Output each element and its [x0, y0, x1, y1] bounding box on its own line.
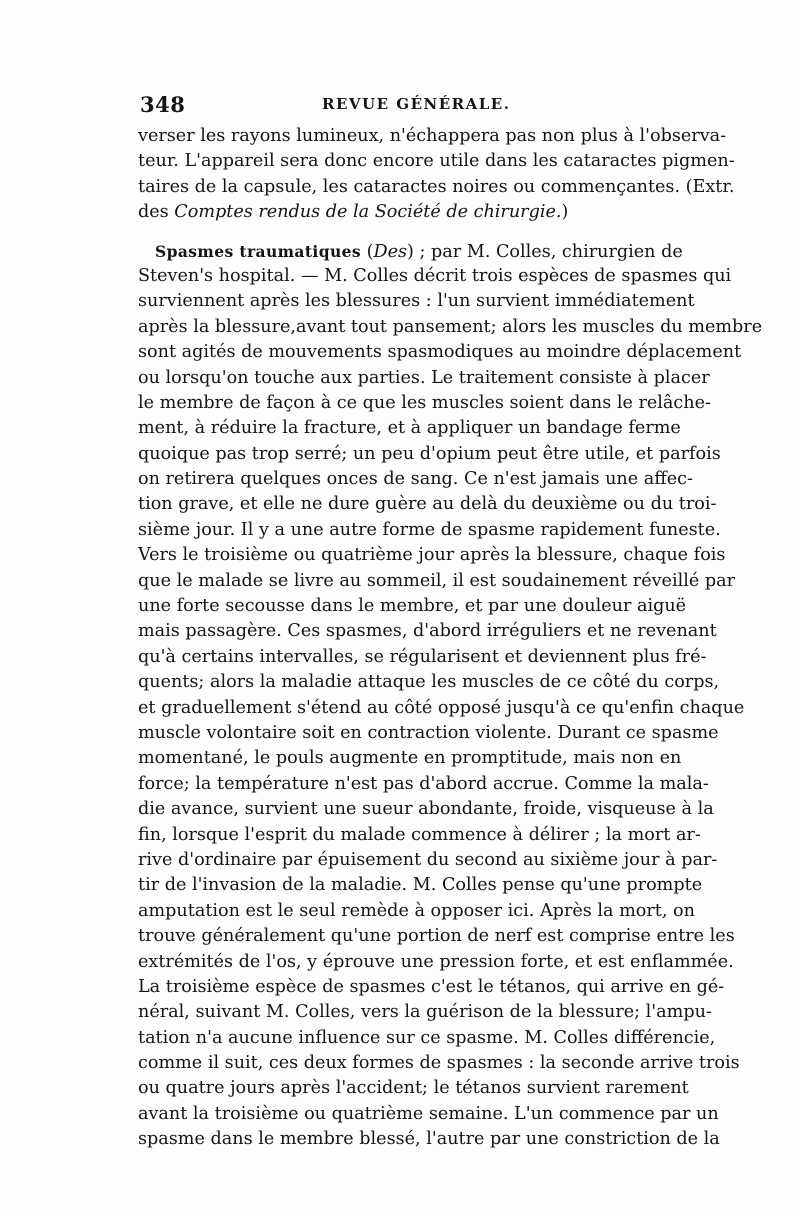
source-suffix: ): [561, 202, 569, 223]
text-line: force; la température n'est pas d'abord accrue. Comme la mala-: [138, 773, 709, 794]
text-line: ment, à réduire la fracture, et à appliquer un bandage ferme: [138, 418, 681, 439]
text-line: [138, 200, 664, 225]
text-line: sont agités de mouvements spasmodiques au moindre déplacement: [138, 342, 742, 363]
text-line: surviennent après les blessures : l'un survient immédiatement: [138, 291, 695, 312]
text-line: verser les rayons lumineux, n'échappera pas non plus à l'observa-: [138, 126, 727, 146]
text-line: ou quatre jours après l'accident; le tétanos survient rarement: [138, 1078, 689, 1099]
text-line: ou lorsqu'on touche aux parties. Le traitement consiste à placer: [138, 367, 710, 388]
text-line: comme il suit, ces deux formes de spasmes : la seconde arrive trois: [138, 1053, 740, 1074]
text-line: Spasmes traumatiques (Des) ; par M. Colles, chirurgien de: [155, 241, 683, 262]
text-line: rive d'ordinaire par épuisement du second au sixième jour à par-: [138, 849, 718, 870]
text-line: teur. L'appareil sera donc encore utile dans les cataractes pigmen-: [138, 151, 735, 172]
text-line: on retirera quelques onces de sang. Ce n'est jamais une affec-: [138, 469, 693, 490]
text-line: fin, lorsque l'esprit du malade commence à délirer ; la mort ar-: [138, 824, 701, 845]
page-number: 348: [140, 92, 186, 117]
page-header: [140, 92, 665, 122]
article-title: Spasmes traumatiques: [155, 241, 362, 261]
text-line: Steven's hospital. — M. Colles décrit trois espèces de spasmes qui: [138, 265, 732, 286]
paragraph-traumatic-spasms: [138, 239, 763, 1153]
text-line: die avance, survient une sueur abondante, froide, visqueuse à la: [138, 799, 714, 820]
text-line: momentané, le pouls augmente en promptitude, mais non en: [138, 748, 682, 769]
paragraph-cataract-apparatus: [138, 124, 735, 226]
text-line: et graduellement s'étend au côté opposé jusqu'à ce qu'enfin chaque: [138, 697, 745, 718]
text-line: sième jour. Il y a une autre forme de spasme rapidement funeste.: [138, 519, 721, 540]
text-line: que le malade se livre au sommeil, il est soudainement réveillé par: [138, 570, 736, 591]
text-line: le membre de façon à ce que les muscles soient dans le relâche-: [138, 392, 711, 413]
text-line: néral, suivant M. Colles, vers la guérison de la blessure; l'ampu-: [138, 1002, 712, 1023]
running-title: REVUE GÉNÉRALE.: [322, 95, 511, 113]
text-line: amputation est le seul remède à opposer ici. Après la mort, on: [138, 900, 695, 921]
text-line: mais passagère. Ces spasmes, d'abord irréguliers et ne revenant: [138, 621, 717, 642]
text-line: trouve généralement qu'une portion de nerf est comprise entre les: [138, 926, 735, 947]
text-line: une forte secousse dans le membre, et par une douleur aiguë: [138, 596, 687, 617]
text-line: après la blessure,avant tout pansement; alors les muscles du membre: [138, 316, 763, 337]
text-line: Vers le troisième ou quatrième jour après la blessure, chaque fois: [138, 545, 726, 566]
article-author: ; par M. Colles, chirurgien de: [419, 241, 683, 262]
text-line: spasme dans le membre blessé, l'autre par une constriction de la: [138, 1129, 720, 1150]
text-line: taires de la capsule, les cataractes noires ou commençantes. (Extr.: [138, 176, 735, 197]
text-line: tation n'a aucune influence sur ce spasme. M. Colles différencie,: [138, 1027, 716, 1048]
text-line: tion grave, et elle ne dure guère au delà du deuxième ou du troi-: [138, 494, 717, 515]
text-line: quents; alors la maladie attaque les muscles de ce côté du corps,: [138, 672, 720, 693]
text-line: qu'à certains intervalles, se régularisent et deviennent plus fré-: [138, 646, 707, 667]
article-title-paren: Des: [373, 241, 408, 262]
source-title: Comptes rendus de la Société de chirurgie.: [174, 202, 562, 223]
body-text: [138, 124, 763, 1153]
source-prefix: des: [138, 202, 175, 223]
text-line: avant la troisième ou quatrième semaine. L'un commence par un: [138, 1103, 719, 1124]
text-line: quoique pas trop serré; un peu d'opium peut être utile, et parfois: [138, 443, 721, 464]
text-line: tir de l'invasion de la maladie. M. Colles pense qu'une prompte: [138, 875, 703, 896]
text-line: La troisième espèce de spasmes c'est le tétanos, qui arrive en gé-: [138, 976, 725, 997]
text-line: extrémités de l'os, y éprouve une pression forte, et est enflammée.: [138, 951, 734, 972]
text-line: muscle volontaire soit en contraction violente. Durant ce spasme: [138, 722, 719, 743]
paragraph-gap: [138, 226, 664, 239]
